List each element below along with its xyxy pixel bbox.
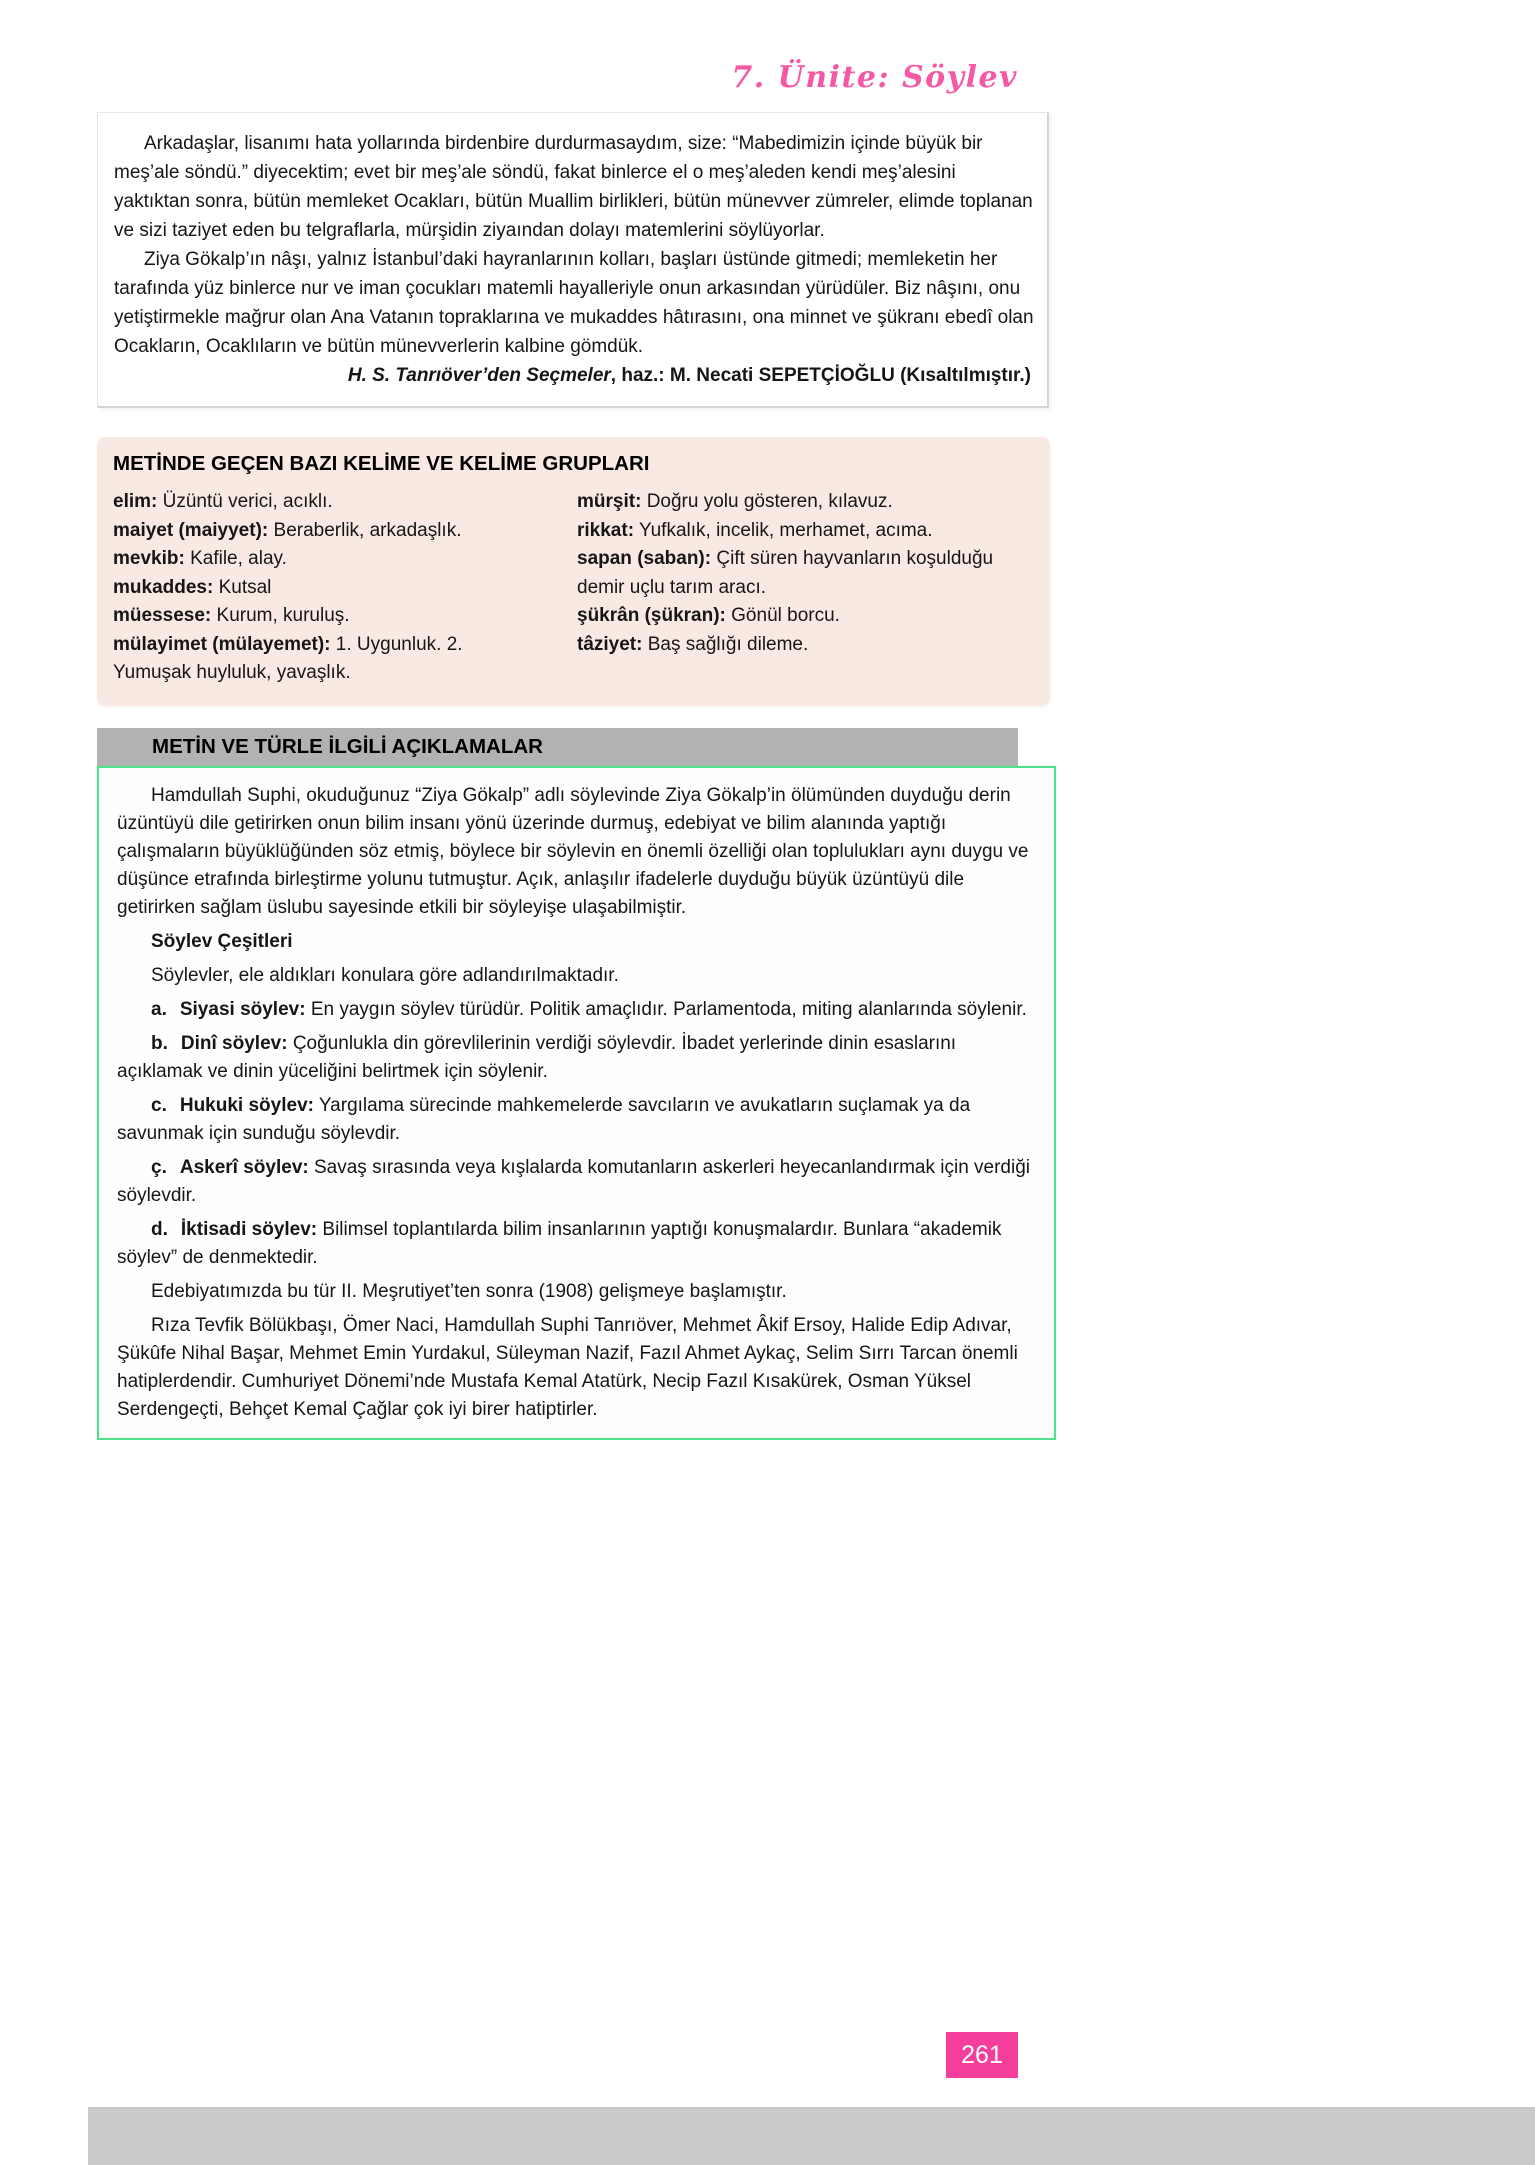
vocab-term: maiyet (maiyyet):: [113, 519, 269, 541]
vocabulary-box: [97, 437, 1050, 706]
vocab-term: sapan (saban):: [577, 548, 712, 569]
speech-type-item-d: [117, 1216, 1038, 1272]
type-letter: c.: [151, 1095, 167, 1116]
page-number-badge: [946, 2032, 1018, 2078]
speech-types-subheading: Söylev Çeşitleri: [151, 931, 293, 952]
type-letter: a.: [151, 999, 167, 1020]
vocab-item: [113, 488, 545, 517]
speech-types-lead: Söylevler, ele aldıkları konulara göre adlandırılmaktadır.: [151, 965, 619, 986]
type-definition: Yargılama sürecinde mahkemelerde savcıların ve avukatların suçlamak ya da savunmak için sunduğu söylevdir.: [117, 1095, 971, 1144]
type-definition: En yaygın söylev türüdür. Politik amaçlıdır. Parlamentoda, miting alanlarında söylenir.: [310, 999, 1027, 1020]
type-term: Askerî söylev:: [179, 1157, 309, 1178]
vocab-definition: Gönül borcu.: [731, 605, 840, 626]
vocab-term: mevkib:: [113, 548, 185, 569]
unit-header: 7. Ünite: Söylev: [731, 60, 1018, 95]
vocab-definition: Üzüntü verici, acıklı.: [162, 491, 333, 512]
excerpt-paragraph-1: Arkadaşlar, lisanımı hata yollarında birdenbire durdurmasaydım, size: “Mabedimizin içinde büyük bir meş’ale söndü.” diyecektim; evet bir meş’ale söndü, fakat binlerce el o meş’aleden kendi meş’alesini yaktıktan sonra, bütün memleket Ocakları, bütün Muallim birlikleri, bütün münevver zümreler, elimde toplanan ve sizi taziyet eden bu telgraflarla, mürşidin ziyaından dolayı matemlerini söylüyorlar.: [114, 133, 1033, 241]
vocab-term: müessese:: [113, 605, 212, 626]
vocabulary-title: METİNDE GEÇEN BAZI KELİME VE KELİME GRUPLARI: [113, 452, 650, 475]
vocab-definition: Kafile, alay.: [190, 548, 287, 569]
vocabulary-columns: [113, 488, 1034, 688]
vocab-term: mürşit:: [577, 491, 642, 512]
type-letter: d.: [151, 1219, 168, 1240]
type-definition: Bilimsel toplantılarda bilim insanlarının yaptığı konuşmalardır. Bunlara “akademik söylev” de denmektedir.: [117, 1219, 1002, 1268]
vocabulary-column-right: [577, 488, 1034, 688]
vocab-item: [577, 545, 1034, 602]
vocab-item: [113, 545, 545, 574]
vocab-item: [577, 602, 1034, 631]
type-letter: ç.: [151, 1157, 167, 1178]
page-bottom-edge: [88, 2107, 1535, 2165]
vocab-definition: Baş sağlığı dileme.: [647, 633, 809, 655]
vocab-definition: 1. Uygunluk. 2. Yumuşak huyluluk, yavaşlık.: [113, 633, 463, 683]
vocab-definition: Beraberlik, arkadaşlık.: [273, 519, 462, 541]
type-definition: Savaş sırasında veya kışlalarda komutanların askerleri heyecanlandırmak için verdiği söylevdir.: [117, 1157, 1031, 1206]
vocab-item: [113, 631, 545, 688]
vocab-term: şükrân (şükran):: [577, 605, 726, 626]
speech-type-item-a: [117, 996, 1038, 1024]
vocab-term: tâziyet:: [577, 633, 643, 655]
closing-paragraph-1: Edebiyatımızda bu tür II. Meşrutiyet’ten sonra (1908) gelişmeye başlamıştır.: [151, 1281, 787, 1302]
attribution-work-title: H. S. Tanrıöver’den Seçmeler: [347, 365, 611, 386]
attribution-editor: , haz.: M. Necati SEPETÇİOĞLU (Kısaltılmıştır.): [610, 365, 1031, 386]
type-term: Dinî söylev:: [180, 1033, 288, 1054]
explanations-intro: Hamdullah Suphi, okuduğunuz “Ziya Gökalp” adlı söylevinde Ziya Gökalp’in ölümünden duyduğu derin üzüntüyü dile getirirken onun bilim insanı yönü üzerinde durmuş, edebiyat ve bilim alanında yaptığı çalışmaların büyüklüğünden söz etmiş, böylece bir söylevin en önemli özelliği olan toplulukları aynı duygu ve düşünce etrafında birleştirme yolunu tutmuştur. Açık, anlaşılır ifadelerle duyduğu büyük üzüntüyü dile getirirken sağlam üslubu sayesinde etkili bir söyleyişe ulaşabilmiştir.: [117, 785, 1029, 918]
vocabulary-column-left: [113, 488, 545, 688]
vocab-definition: Çift süren hayvanların koşulduğu demir uçlu tarım aracı.: [577, 548, 994, 598]
vocab-item: [113, 574, 545, 603]
vocab-term: mülayimet (mülayemet):: [113, 633, 331, 655]
vocab-term: rikkat:: [577, 519, 635, 541]
vocab-item: [113, 517, 545, 546]
type-term: Hukuki söylev:: [179, 1095, 314, 1116]
speech-type-item-cc: [117, 1154, 1038, 1210]
vocab-item: [577, 517, 1034, 546]
vocab-definition: Yufkalık, incelik, merhamet, acıma.: [638, 519, 933, 541]
vocab-definition: Doğru yolu gösteren, kılavuz.: [646, 491, 893, 512]
explanations-box: [97, 766, 1056, 1440]
vocab-item: [577, 488, 1034, 517]
type-letter: b.: [151, 1033, 168, 1054]
excerpt-paragraph-2: Ziya Gökalp’ın nâşı, yalnız İstanbul’daki hayranlarının kolları, başları üstünde gitmedi; memleketin her tarafında yüz binlerce nur ve iman çocukları matemli hayalleriyle onun arkasından yürüdüler. Biz nâşını, onu yetiştirmekle mağrur olan Ana Vatanın topraklarına ve mukaddes hâtırasını, ona minnet ve şükranı ebedî olan Ocakların, Ocaklıların ve bütün münevverlerin kalbine gömdük.: [114, 249, 1034, 357]
vocab-item: [577, 631, 1034, 660]
vocab-term: elim:: [113, 491, 158, 512]
page-number: 261: [961, 2040, 1003, 2069]
type-term: İktisadi söylev:: [180, 1219, 318, 1240]
type-term: Siyasi söylev:: [179, 999, 306, 1020]
speech-excerpt-card: [97, 112, 1049, 408]
vocab-definition: Kutsal: [218, 576, 272, 598]
vocab-item: [113, 602, 545, 631]
section-title: METİN VE TÜRLE İLGİLİ AÇIKLAMALAR: [152, 735, 543, 758]
speech-type-item-c: [117, 1092, 1038, 1148]
closing-paragraph-2: Rıza Tevfik Bölükbaşı, Ömer Naci, Hamdullah Suphi Tanrıöver, Mehmet Âkif Ersoy, Halide Edip Adıvar, Şükûfe Nihal Başar, Mehmet Emin Yurdakul, Süleyman Nazif, Fazıl Ahmet Aykaç, Selim Sırrı Tarcan önemli hatiplerdendir. Cumhuriyet Dönemi’nde Mustafa Kemal Atatürk, Necip Fazıl Kısakürek, Osman Yüksel Serdengeçti, Behçet Kemal Çağlar çok iyi birer hatiptirler.: [117, 1315, 1018, 1420]
attribution: [114, 361, 1035, 390]
speech-type-item-b: [117, 1030, 1038, 1086]
type-definition: Çoğunlukla din görevlilerinin verdiği söylevdir. İbadet yerlerinde dinin esaslarını açıklamak ve dinin yüceliğini belirtmek için söylenir.: [117, 1033, 957, 1082]
section-header-bar: [97, 728, 1018, 766]
vocab-term: mukaddes:: [113, 576, 214, 598]
vocab-definition: Kurum, kuruluş.: [216, 605, 350, 626]
